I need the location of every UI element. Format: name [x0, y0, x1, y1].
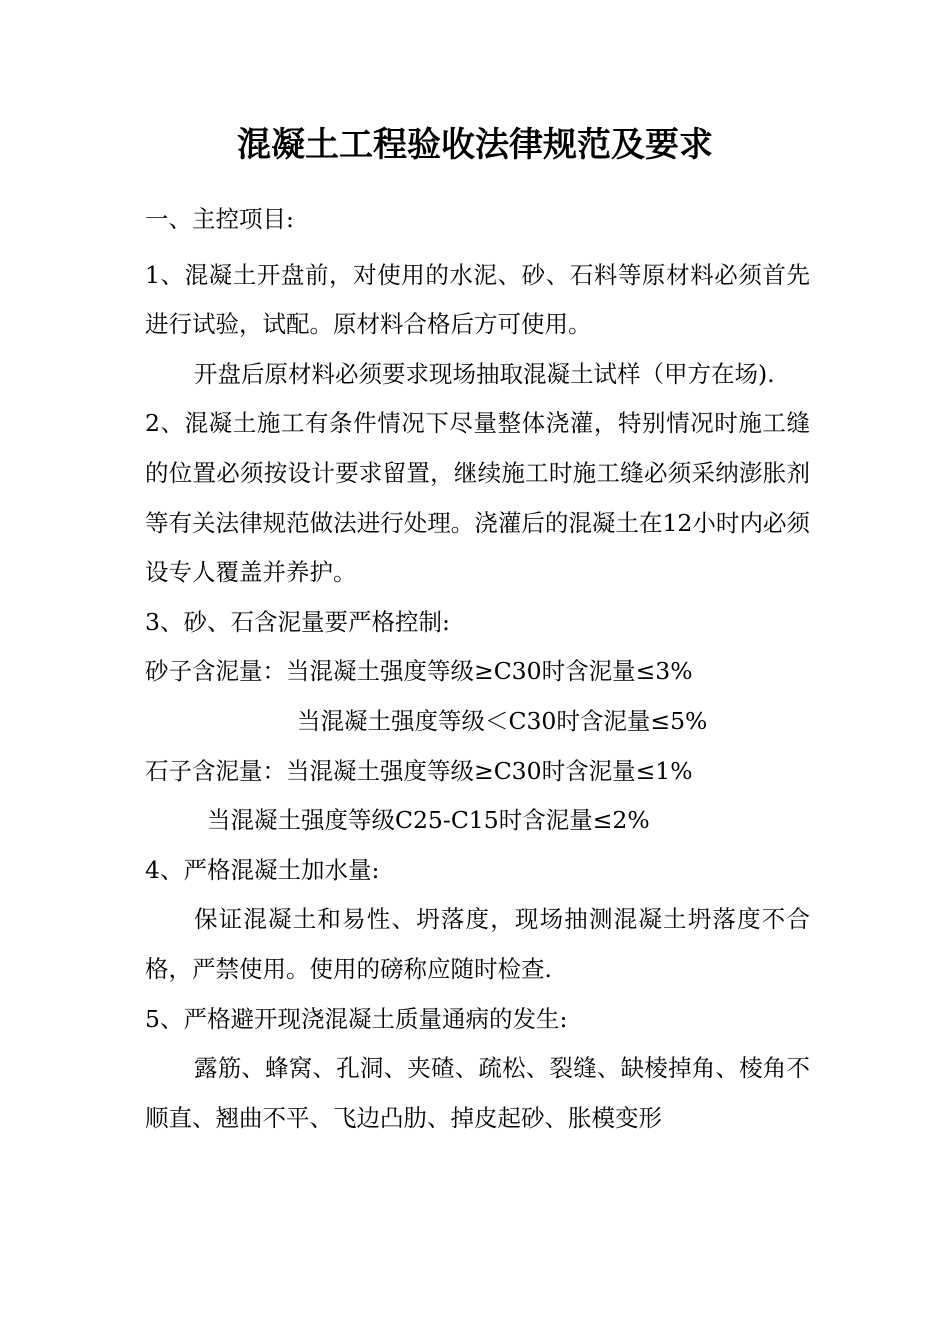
- paragraph-item-1-note: 开盘后原材料必须要求现场抽取混凝土试样（甲方在场).: [194, 359, 775, 388]
- section-heading-main-items: 一、主控项目:: [145, 205, 294, 233]
- paragraph-item-5-detail: 露筋、蜂窝、孔洞、夹碴、疏松、裂缝、缺棱掉角、棱角不顺直、翘曲不平、飞边凸肋、掉皮起砂、胀模变形: [145, 1054, 810, 1132]
- paragraph-item-4-detail: 保证混凝土和易性、坍落度，现场抽测混凝土坍落度不合格，严禁使用。使用的磅称应随时检查.: [145, 905, 810, 983]
- paragraph-item-4: 4、严格混凝土加水量:: [145, 855, 380, 884]
- paragraph-item-1: 1、混凝土开盘前，对使用的水泥、砂、石料等原材料必须首先进行试验，试配。原材料合格后方可使用。: [145, 260, 810, 339]
- sand-mud-content-line-1: 砂子含泥量：当混凝土强度等级≥C30时含泥量≤3%: [145, 657, 693, 686]
- sand-mud-content-line-2: 当混凝土强度等级＜C30时含泥量≤5%: [297, 706, 708, 735]
- paragraph-item-2: 2、混凝土施工有条件情况下尽量整体浇灌，特别情况时施工缝的位置必须按设计要求留置，继续施工时施工缝必须采纳澎胀剂等有关法律规范做法进行处理。浇灌后的混凝土在12小时内必须设专人覆盖并养护。: [145, 409, 810, 587]
- document-body: [145, 195, 810, 1143]
- document-title: 混凝土工程验收法律规范及要求: [237, 125, 713, 165]
- paragraph-item-5: 5、严格避开现浇混凝土质量通病的发生:: [145, 1004, 568, 1033]
- paragraph-item-3: 3、砂、石含泥量要严格控制:: [145, 607, 450, 636]
- stone-mud-content-line-2: 当混凝土强度等级C25-C15时含泥量≤2%: [207, 806, 650, 835]
- stone-mud-content-line-1: 石子含泥量：当混凝土强度等级≥C30时含泥量≤1%: [145, 756, 693, 785]
